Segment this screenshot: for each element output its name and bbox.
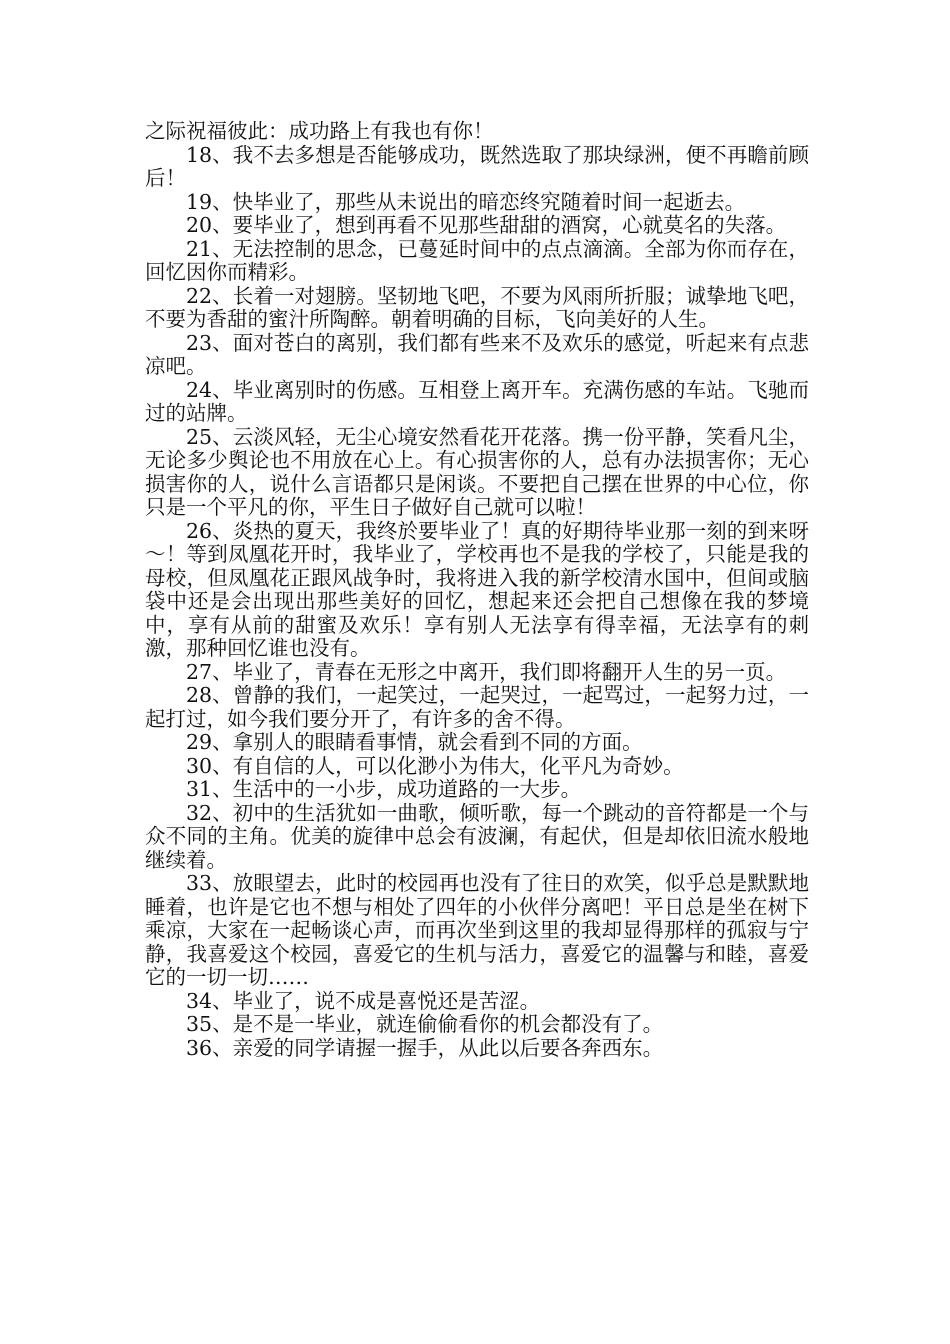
paragraph-item-26: 26、炎热的夏天，我终於要毕业了！真的好期待毕业那一刻的到来呀～！等到凤凰花开时，我毕业了，学校再也不是我的学校了，只能是我的母校，但凤凰花正跟风战争时，我将进入我的新学校清水国中，但间或脑袋中还是会出现出那些美好的回忆，想起来还会把自己想像在我的梦境中，享有从前的甜蜜及欢乐！享有别人无法享有得幸福，无法享有的刺激，那种回忆谁也没有。	[145, 518, 809, 660]
paragraph-item-22: 22、长着一对翅膀。坚韧地飞吧，不要为风雨所折服；诚挚地飞吧，不要为香甜的蜜汁所陶醉。朝着明确的目标，飞向美好的人生。	[145, 283, 809, 331]
paragraph-item-36: 36、亲爱的同学请握一握手，从此以后要各奔西东。	[186, 1035, 664, 1060]
paragraph-item-25: 25、云淡风轻，无尘心境安然看花开花落。携一份平静，笑看凡尘，无论多少舆论也不用放在心上。有心损害你的人，总有办法损害你；无心损害你的人，说什么言语都只是闲谈。不要把自己摆在世界的中心位，你只是一个平凡的你，平生日子做好自己就可以啦！	[145, 424, 809, 519]
paragraph-item-28: 28、曾静的我们，一起笑过，一起哭过，一起骂过，一起努力过，一起打过，如今我们要分开了，有许多的舍不得。	[145, 683, 809, 731]
paragraph-item-27: 27、毕业了，青春在无形之中离开，我们即将翻开人生的另一页。	[186, 659, 787, 684]
paragraph-item-29: 29、拿别人的眼睛看事情，就会看到不同的方面。	[186, 730, 643, 754]
paragraph-item-30: 30、有自信的人，可以化渺小为伟大，化平凡为奇妙。	[186, 753, 684, 778]
document-page	[145, 120, 809, 1060]
paragraph-item-24: 24、毕业离别时的伤感。互相登上离开车。充满伤感的车站。飞驰而过的站牌。	[145, 377, 809, 425]
paragraph-item-18: 18、我不去多想是否能够成功，既然选取了那块绿洲，便不再瞻前顾后！	[145, 142, 809, 190]
paragraph-item-33: 33、放眼望去，此时的校园再也没有了往日的欢笑，似乎总是默默地睡着，也许是它也不想与相处了四年的小伙伴分离吧！平日总是坐在树下乘凉，大家在一起畅谈心声，而再次坐到这里的我却显得那样的孤寂与宁静，我喜爱这个校园，喜爱它的生机与活力，喜爱它的温馨与和睦，喜爱它的一切一切……	[145, 871, 809, 989]
paragraph-item-31: 31、生活中的一小步，成功道路的一大步。	[186, 777, 582, 801]
paragraph-continuation: 之际祝福彼此：成功路上有我也有你！	[145, 119, 494, 143]
paragraph-item-35: 35、是不是一毕业，就连偷偷看你的机会都没有了。	[186, 1012, 664, 1036]
paragraph-item-21: 21、无法控制的思念，已蔓延时间中的点点滴滴。全部为你而存在，回忆因你而精彩。	[145, 236, 809, 284]
paragraph-item-32: 32、初中的生活犹如一曲歌，倾听歌，每一个跳动的音符都是一个与众不同的主角。优美的旋律中总会有波澜，有起伏，但是却依旧流水般地继续着。	[145, 800, 809, 872]
paragraph-item-19: 19、快毕业了，那些从未说出的暗恋终究随着时间一起逝去。	[186, 189, 746, 214]
paragraph-item-34: 34、毕业了，说不成是喜悦还是苦涩。	[186, 988, 541, 1013]
paragraph-item-23: 23、面对苍白的离别，我们都有些来不及欢乐的感觉，听起来有点悲凉吧。	[145, 330, 809, 378]
paragraph-item-20: 20、要毕业了，想到再看不见那些甜甜的酒窝，心就莫名的失落。	[186, 213, 787, 237]
